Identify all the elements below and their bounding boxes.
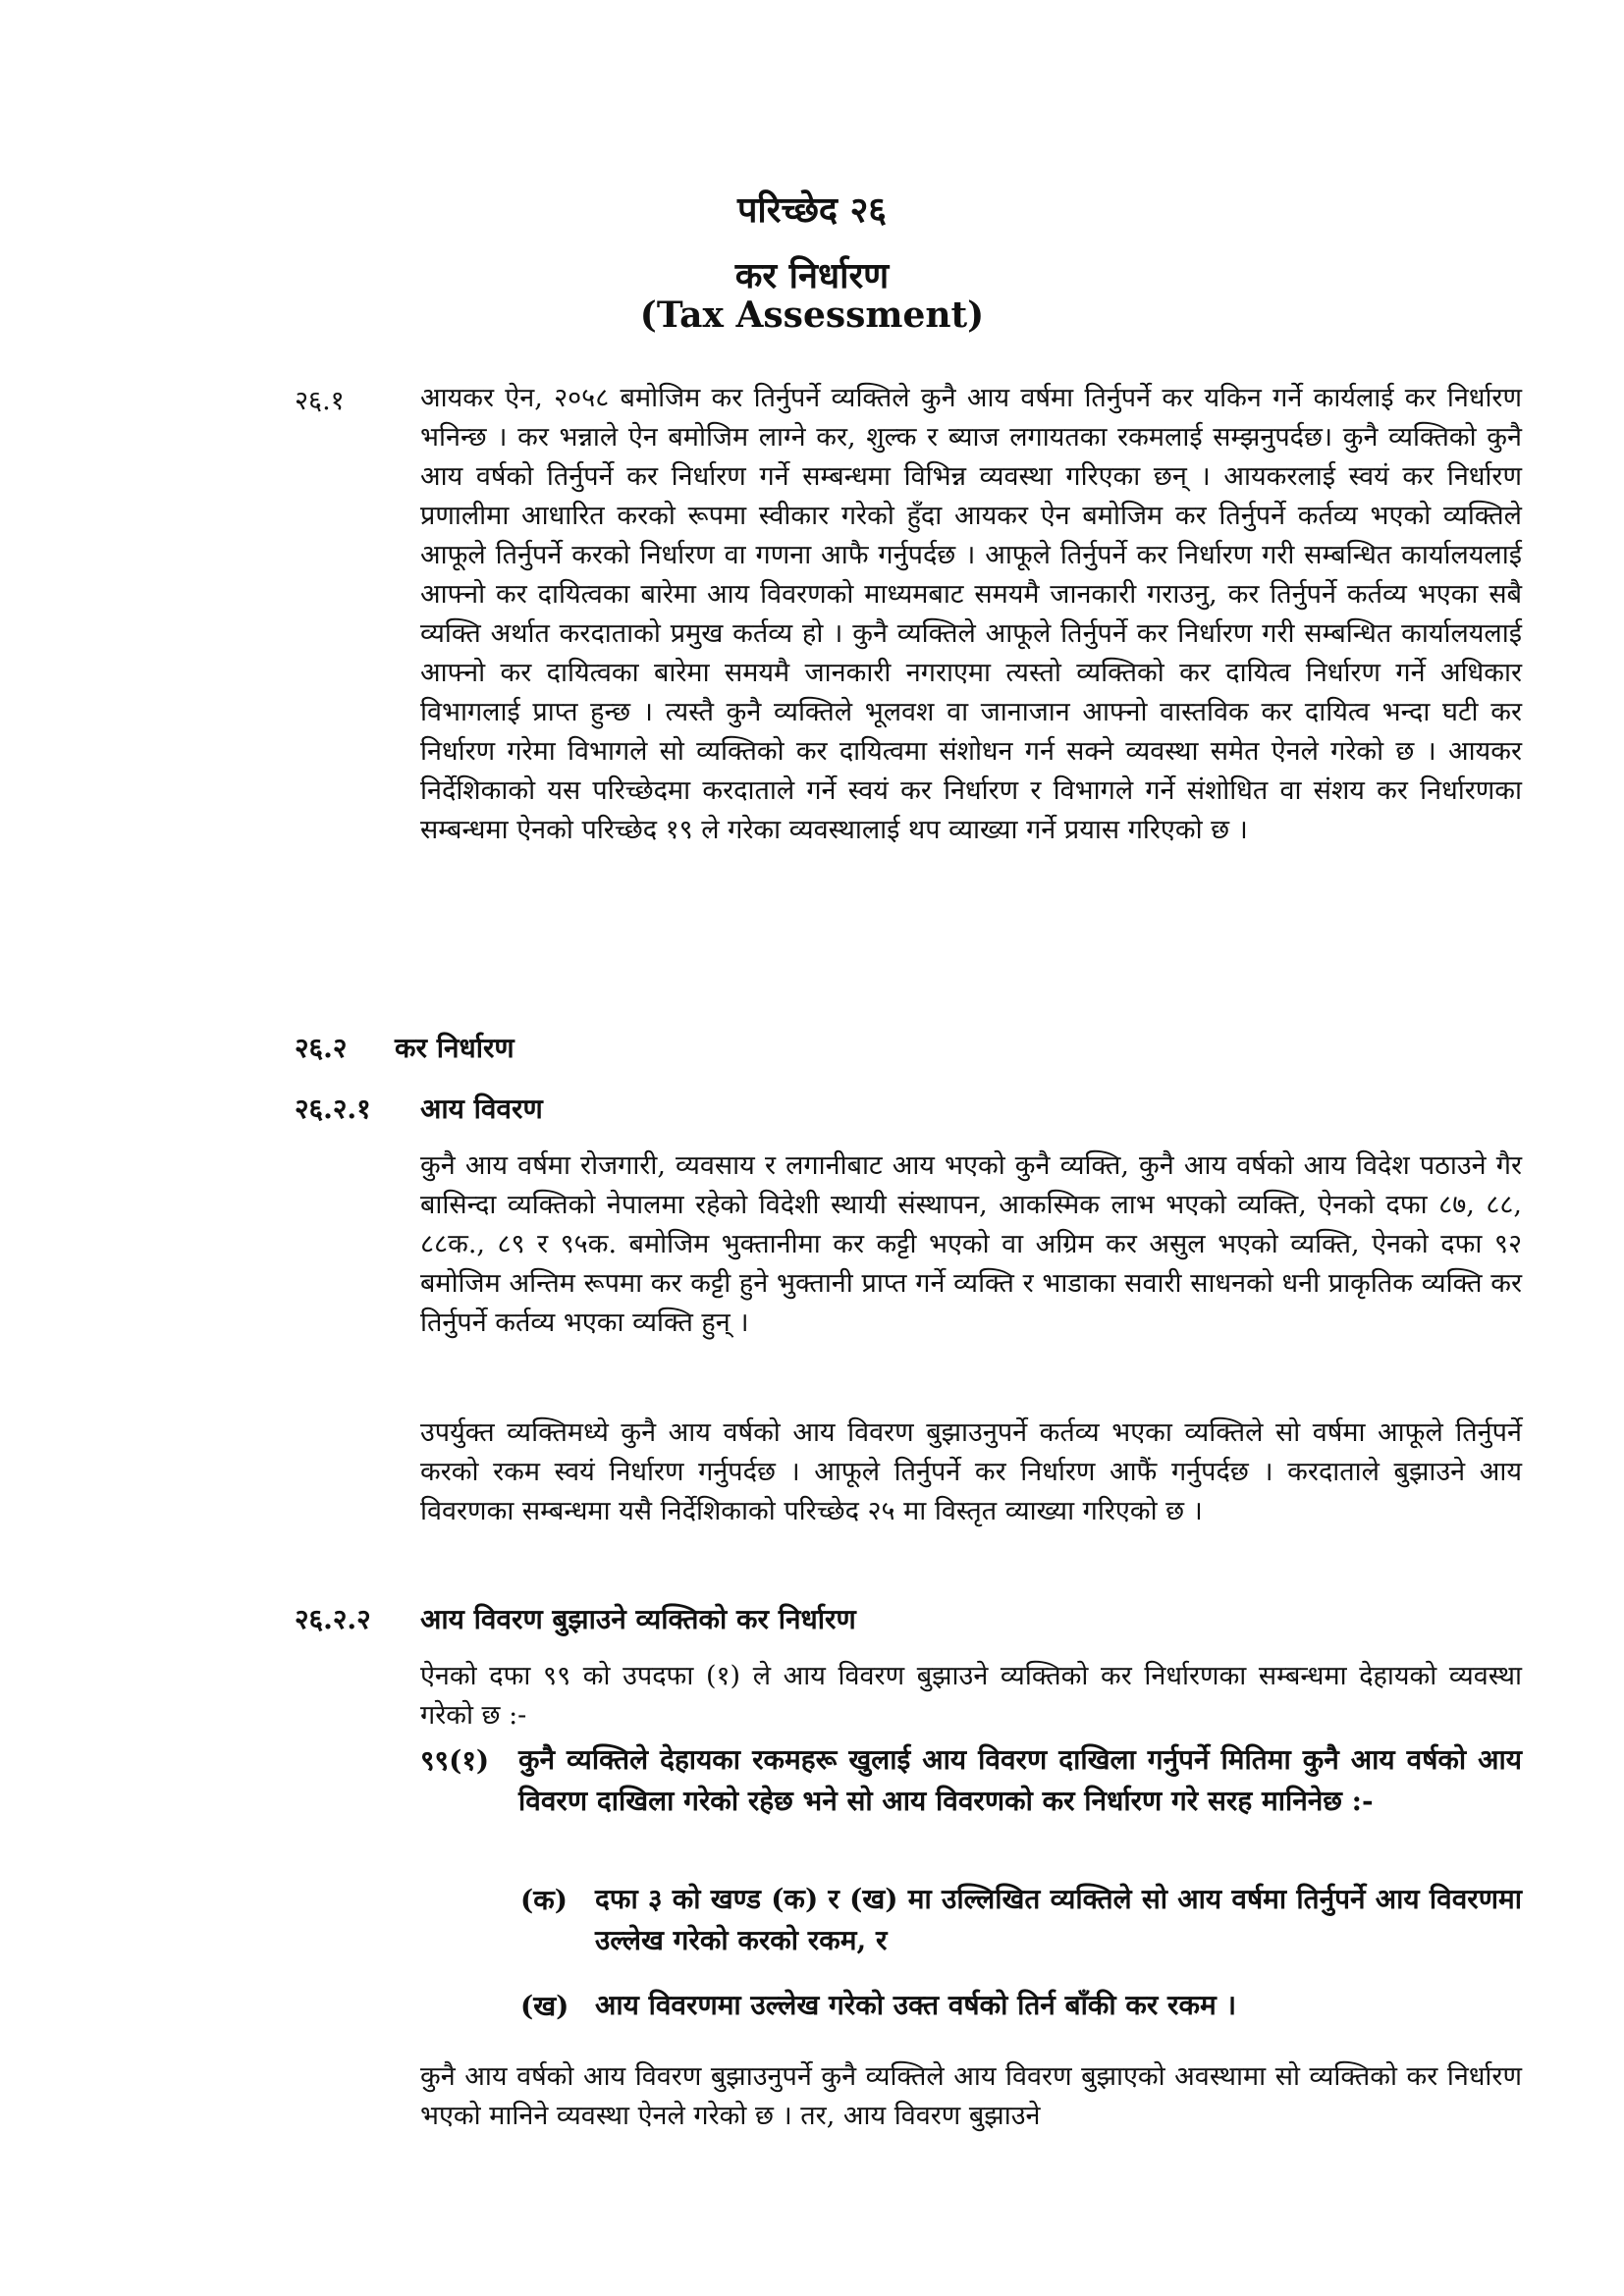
item-kha-label: (ख) (520, 1990, 569, 2022)
section-26-2-2-intro: ऐनको दफा ९९ को उपदफा (१) ले आय विवरण बुझाउने व्यक्तिको कर निर्धारणका सम्बन्धमा देहायको व्यवस्था गरेको छ :- (420, 1661, 1522, 1731)
clause-99-1-label: ९९(१) (420, 1744, 490, 1777)
section-number-26-2: २६.२ (295, 1032, 348, 1064)
section-26-2-2-heading: आय विवरण बुझाउने व्यक्तिको कर निर्धारण (420, 1603, 856, 1635)
section-number-26-1: २६.१ (295, 386, 345, 416)
clause-99-1-text: कुनै व्यक्तिले देहायका रकमहरू खुलाई आय विवरण दाखिला गर्नुपर्ने मितिमा कुनै आय वर्षको आय विवरण दाखिला गरेको रहेछ भने सो आय विवरणको कर निर्धारण गरे सरह मानिनेछ :- (518, 1743, 1522, 1817)
section-number-26-2-1: २६.२.१ (295, 1093, 371, 1125)
section-26-2-2-closing: कुनै आय वर्षको आय विवरण बुझाउनुपर्ने कुनै व्यक्तिले आय विवरण बुझाएको अवस्थामा सो व्यक्तिको कर निर्धारण भएको मानिने व्यवस्था ऐनले गरेको छ । तर, आय विवरण बुझाउने (420, 2061, 1522, 2131)
item-ka-text: दफा ३ को खण्ड (क) र (ख) मा उल्लिखित व्यक्तिले सो आय वर्षमा तिर्नुपर्ने आय विवरणमा उल्लेख गरेको करको रकम, र (595, 1883, 1522, 1956)
page-title: कर निर्धारण (734, 255, 890, 296)
section-26-2-1-paragraph-1: कुनै आय वर्षमा रोजगारी, व्यवसाय र लगानीबाट आय भएको कुनै व्यक्ति, कुनै आय वर्षको आय विदेश पठाउने गैर बासिन्दा व्यक्तिको नेपालमा रहेको विदेशी स्थायी संस्थापन, आकस्मिक लाभ भएको व्यक्ति, ऐनको दफा ८७, ८८, ८८क., ८९ र ९५क. बमोजिम भुक्तानीमा कर कट्टी भएको वा अग्रिम कर असुल भएको व्यक्ति, ऐनको दफा ९२ बमोजिम अन्तिम रूपमा कर कट्टी हुने भुक्तानी प्राप्त गर्ने व्यक्ति र भाडाका सवारी साधनको धनी प्राकृतिक व्यक्ति कर तिर्नुपर्ने कर्तव्य भएका व्यक्ति हुन् । (420, 1150, 1522, 1338)
chapter-heading: परिच्छेद २६ (736, 189, 888, 231)
page-subtitle: (Tax Assessment) (639, 294, 985, 336)
section-26-2-1-heading: आय विवरण (420, 1093, 543, 1125)
section-number-26-2-2: २६.२.२ (295, 1603, 371, 1635)
section-26-2-1-paragraph-2: उपर्युक्त व्यक्तिमध्ये कुनै आय वर्षको आय विवरण बुझाउनुपर्ने कर्तव्य भएका व्यक्तिले सो वर्षमा आफूले तिर्नुपर्ने करको रकम स्वयं निर्धारण गर्नुपर्दछ । आफूले तिर्नुपर्ने कर निर्धारण आफैं गर्नुपर्दछ । करदाताले बुझाउने आय विवरणका सम्बन्धमा यसै निर्देशिकाको परिच्छेद २५ मा विस्तृत व्याख्या गरिएको छ । (420, 1417, 1522, 1526)
item-kha-text: आय विवरणमा उल्लेख गरेको उक्त वर्षको तिर्न बाँकी कर रकम । (595, 1989, 1237, 2021)
section-26-1-paragraph: आयकर ऐन, २०५८ बमोजिम कर तिर्नुपर्ने व्यक्तिले कुनै आय वर्षमा तिर्नुपर्ने कर यकिन गर्ने कार्यलाई कर निर्धारण भनिन्छ । कर भन्नाले ऐन बमोजिम लाग्ने कर, शुल्क र ब्याज लगायतका रकमलाई सम्झनुपर्दछ। कुनै व्यक्तिको कुनै आय वर्षको तिर्नुपर्ने कर निर्धारण गर्ने सम्बन्धमा विभिन्न व्यवस्था गरिएका छन् । आयकरलाई स्वयं कर निर्धारण प्रणालीमा आधारित करको रूपमा स्वीकार गरेको हुँदा आयकर ऐन बमोजिम कर तिर्नुपर्ने कर्तव्य भएको व्यक्तिले आफूले तिर्नुपर्ने करको निर्धारण वा गणना आफै गर्नुपर्दछ । आफूले तिर्नुपर्ने कर निर्धारण गरी सम्बन्धित कार्यालयलाई आफ्नो कर दायित्वका बारेमा आय विवरणको माध्यमबाट समयमै जानकारी गराउनु, कर तिर्नुपर्ने कर्तव्य भएका सबै व्यक्ति अर्थात करदाताको प्रमुख कर्तव्य हो । कुनै व्यक्तिले आफूले तिर्नुपर्ने कर निर्धारण गरी सम्बन्धित कार्यालयलाई आफ्नो कर दायित्वका बारेमा समयमै जानकारी नगराएमा त्यस्तो व्यक्तिको कर दायित्व निर्धारण गर्ने अधिकार विभागलाई प्राप्त हुन्छ । त्यस्तै कुनै व्यक्तिले भूलवश वा जानाजान आफ्नो वास्तविक कर दायित्व भन्दा घटी कर निर्धारण गरेमा विभागले सो व्यक्तिको कर दायित्वमा संशोधन गर्न सक्ने व्यवस्था समेत ऐनले गरेको छ । आयकर निर्देशिकाको यस परिच्छेदमा करदाताले गर्ने स्वयं कर निर्धारण र विभागले गर्ने संशोधित वा संशय कर निर्धारणका सम्बन्धमा ऐनको परिच्छेद १९ ले गरेका व्यवस्थालाई थप व्याख्या गर्ने प्रयास गरिएको छ । (420, 383, 1523, 845)
item-ka-label: (क) (520, 1884, 568, 1916)
section-26-2-heading: कर निर्धारण (395, 1032, 514, 1064)
